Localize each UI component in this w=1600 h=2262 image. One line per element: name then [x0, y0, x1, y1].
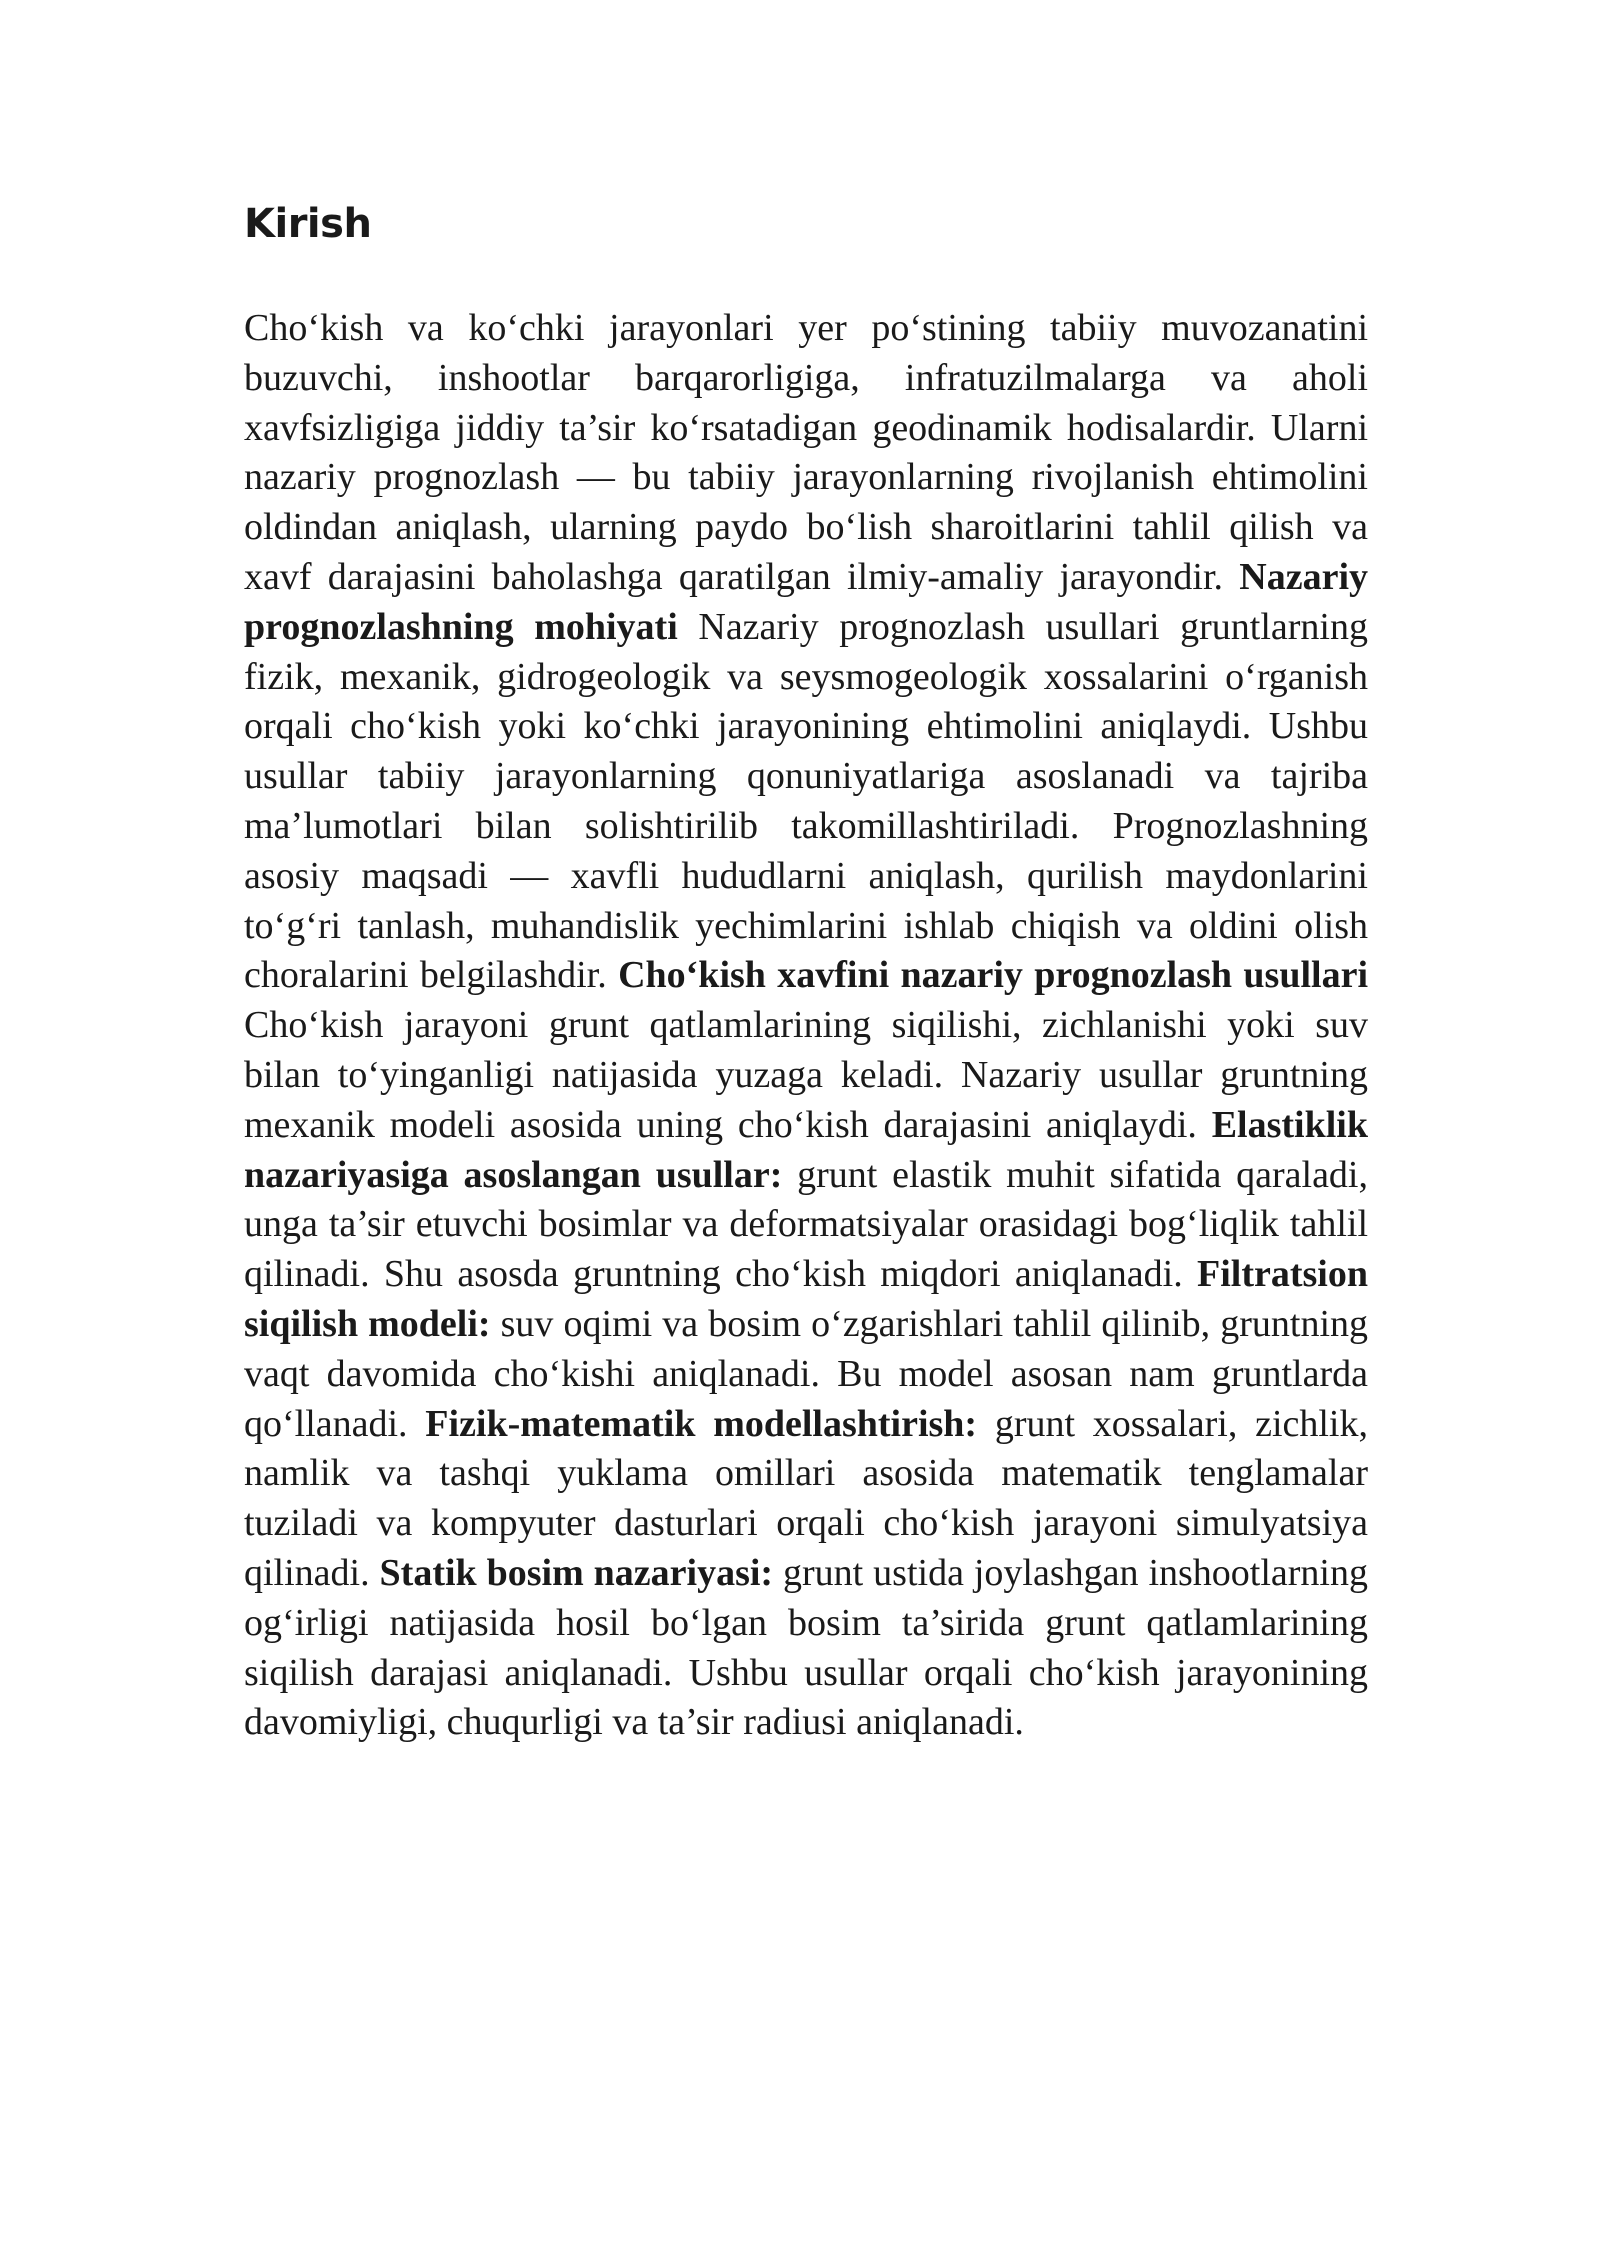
text-run: grunt elastik muhit sifatida qaraladi, unga ta’sir etuvchi bosimlar va deformatsiyalar orasidagi bog‘liqlik tahlil qilinadi. Shu asosda gruntning cho‘kish miqdori aniqlanadi.	[244, 1153, 1368, 1296]
section-heading: Kirish	[244, 201, 372, 247]
bold-term-statik-bosim: Statik bosim nazariyasi:	[379, 1551, 774, 1594]
text-run: suv oqimi va bosim o‘zgarishlari tahlil qilinib, gruntning vaqt davomida cho‘kishi aniqlanadi. Bu model asosan nam gruntlarda qo‘llanadi.	[244, 1302, 1368, 1445]
bold-term-nazariy-prognozlash: Nazariy prognozlashning mohiyati	[244, 555, 1368, 648]
bold-term-chokish-xavfi: Cho‘kish xavfini nazariy prognozlash usullari	[618, 954, 1369, 997]
bold-term-fizik-matematik: Fizik-matematik modellashtirish:	[425, 1402, 978, 1445]
text-run: Nazariy prognozlash usullari gruntlarning fizik, mexanik, gidrogeologik va seysmogeologik xossalarini o‘rganish orqali cho‘kish yoki ko‘chki jarayonining ehtimolini aniqlaydi. Ushbu usullar tabiiy jarayonlarning qonuniyatlariga asoslanadi va tajriba ma’lumotlari bilan solishtirilib takomillashtiriladi. Prognozlashning asosiy maqsadi — xavfli hududlarni aniqlash, qurilish maydonlarini to‘g‘ri tanlash, muhandislik yechimlarini ishlab chiqish va oldini olish choralarini belgilashdir.	[244, 605, 1368, 997]
text-run: Cho‘kish va ko‘chki jarayonlari yer po‘stining tabiiy muvozanatini buzuvchi, inshootlar barqarorligiga, infratuzilmalarga va aholi xavfsizligiga jiddiy ta’sir ko‘rsatadigan geodinamik hodisalardir. Ularni nazariy prognozlash — bu tabiiy jarayonlarning rivojlanish ehtimolini oldindan aniqlash, ularning paydo bo‘lish sharoitlarini tahlil qilish va xavf darajasini baholashga qaratilgan ilmiy-amaliy jarayondir.	[244, 307, 1368, 598]
text-run: grunt xossalari, zichlik, namlik va tashqi yuklama omillari asosida matematik tenglamalar tuziladi va kompyuter dasturlari orqali cho‘kish jarayoni simulyatsiya qilinadi.	[244, 1402, 1368, 1594]
text-run: grunt ustida joylashgan inshootlarning og‘irligi natijasida hosil bo‘lgan bosim ta’sirida grunt qatlamlarining siqilish darajasi aniqlanadi. Ushbu usullar orqali cho‘kish jarayonining davomiyligi, chuqurligi va ta’sir radiusi aniqlanadi.	[244, 1551, 1368, 1744]
bold-term-elastiklik: Elastiklik nazariyasiga asoslangan usullar:	[244, 1103, 1368, 1196]
document-page	[244, 196, 1368, 1748]
body-paragraph	[244, 304, 1368, 1748]
text-run: Cho‘kish jarayoni grunt qatlamlarining siqilishi, zichlanishi yoki suv bilan to‘yinganligi natijasida yuzaga keladi. Nazariy usullar gruntning mexanik modeli asosida uning cho‘kish darajasini aniqlaydi.	[244, 1004, 1368, 1146]
bold-term-filtratsion: Filtratsion siqilish modeli:	[244, 1253, 1368, 1345]
